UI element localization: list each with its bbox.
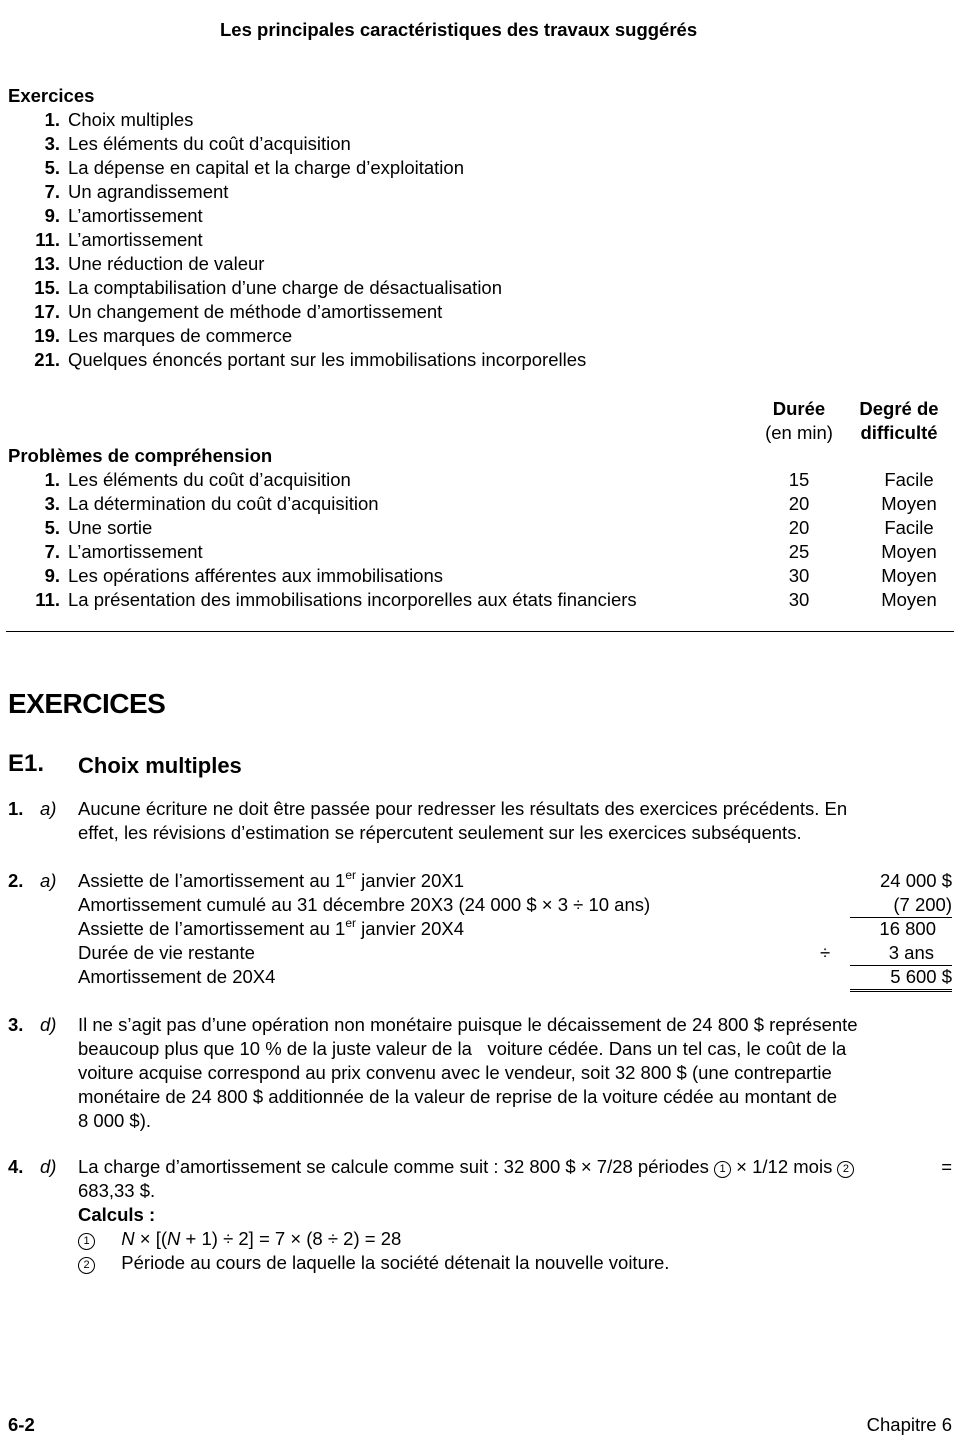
probleme-text: La détermination du coût d’acquisition [68,493,379,514]
q1-number: 1. [8,798,24,819]
probleme-degre: Facile [884,517,934,538]
q2-row2-label: Amortissement cumulé au 31 décembre 20X3 (24 000 $ × 3 ÷ 10 ans) [78,894,651,915]
q4-calc-title: Calculs : [78,1204,156,1225]
circled-two-icon: 2 [837,1161,854,1178]
q2-row3-sup: er [345,916,357,930]
exercice-item [8,300,442,324]
q4-line1-b: × 1/12 mois [736,1156,833,1177]
circled-one-icon: 1 [714,1161,731,1178]
circled-one-icon: 1 [78,1233,95,1250]
probleme-degre: Moyen [881,589,937,610]
probleme-duree: 20 [788,517,810,538]
probleme-text: La présentation des immobilisations incorporelles aux états financiers [68,589,637,610]
exercices-section-title: EXERCICES [8,688,166,719]
q2-row1-sup: er [345,868,357,882]
q2-row3-label-a: Assiette de l’amortissement au 1 [78,918,346,939]
exercice-item-number: 9. [44,205,60,226]
circled-two-icon: 2 [78,1257,95,1274]
q2-row-amort-cumule [78,893,954,917]
q4-line1-equals: = [941,1156,952,1177]
problemes-heading: Problèmes de compréhension [8,445,273,466]
col-degre-line2: difficulté [860,422,938,443]
exercice-item-number: 19. [34,325,60,346]
q2-row3-value: 16 800 [879,918,936,939]
probleme-number: 3. [44,493,60,514]
q4-note1-n2: N [167,1228,181,1249]
probleme-duree: 25 [788,541,810,562]
exercice-item-number: 17. [34,301,60,322]
probleme-duree: 30 [788,589,810,610]
probleme-degre: Moyen [881,493,937,514]
exercice-item-text: Une réduction de valeur [68,253,265,274]
q4-note2-text: Période au cours de laquelle la société détenait la nouvelle voiture. [121,1252,670,1273]
page-header-title: Les principales caractéristiques des travaux suggérés [220,19,698,40]
exercice-item-number: 3. [44,133,60,154]
q2-row5-label: Amortissement de 20X4 [78,966,276,987]
exercice-item [8,276,502,300]
exercice-item [8,228,203,252]
q3-line5: 8 000 $). [78,1110,152,1131]
exercice-item-number: 7. [44,181,60,202]
q1-letter: a) [40,798,57,819]
col-duree-line2: (en min) [765,422,833,443]
q4-note2 [78,1251,669,1275]
probleme-text: Une sortie [68,517,153,538]
exercice-item-number: 13. [34,253,60,274]
q2-row-duree-restante [78,941,954,965]
probleme-text: L’amortissement [68,541,203,562]
probleme-duree: 30 [788,565,810,586]
q3-line3: voiture acquise correspond au prix convenu avec le vendeur, soit 32 800 $ (une contrepartie [78,1062,832,1083]
q2-number: 2. [8,870,24,891]
exercices-heading: Exercices [8,85,95,106]
exercice-item-number: 5. [44,157,60,178]
probleme-text: Les éléments du coût d’acquisition [68,469,351,490]
col-degre-header [844,397,954,445]
exercice-item [8,132,351,156]
q4-note1 [78,1227,401,1251]
q2-row1-label-b: janvier 20X1 [356,870,465,891]
e1-title: Choix multiples [78,753,242,778]
e1-label: E1. [8,750,45,777]
q4-number: 4. [8,1156,24,1177]
probleme-row [8,468,954,492]
probleme-degre: Moyen [881,541,937,562]
probleme-number: 7. [44,541,60,562]
col-duree-line1: Durée [772,398,826,419]
exercice-item-number: 21. [34,349,60,370]
col-degre-line1: Degré de [859,398,939,419]
q4-line2: 683,33 $. [78,1180,156,1201]
q3-line4: monétaire de 24 800 $ additionnée de la valeur de reprise de la voiture cédée au montant de [78,1086,838,1107]
probleme-number: 11. [35,589,60,610]
probleme-duree: 15 [788,469,810,490]
probleme-number: 9. [44,565,60,586]
q4-line1-a: La charge d’amortissement se calcule comme suit : 32 800 $ × 7/28 périodes [78,1156,709,1177]
q4-letter: d) [40,1156,57,1177]
q3-number: 3. [8,1014,24,1035]
exercice-item [8,180,228,204]
probleme-duree: 20 [788,493,810,514]
exercice-item-text: L’amortissement [68,229,203,250]
exercice-item-number: 1. [44,109,60,130]
q4-note1-n1: N [121,1228,135,1249]
probleme-degre: Moyen [881,565,937,586]
probleme-row [8,492,954,516]
q4-note1-b: × [( [134,1228,168,1249]
probleme-number: 5. [44,517,60,538]
q2-row-amort-20x4 [78,965,954,989]
exercice-item [8,324,292,348]
q3-letter: d) [40,1014,57,1035]
exercice-item-text: Un agrandissement [68,181,229,202]
q4-line1 [78,1155,854,1179]
exercice-item-text: L’amortissement [68,205,203,226]
probleme-row [8,588,954,612]
exercice-item [8,252,264,276]
exercice-item-text: Choix multiples [68,109,194,130]
q2-row5-value: 5 600 $ [850,965,952,992]
q2-row-assiette-20x4 [78,917,954,941]
probleme-row [8,540,954,564]
q2-row4-label: Durée de vie restante [78,942,255,963]
q2-row4-operator: ÷ [820,942,831,963]
q3-line1: Il ne s’agit pas d’une opération non monétaire puisque le décaissement de 24 800 $ représente [78,1014,858,1035]
probleme-degre: Facile [884,469,934,490]
q2-letter: a) [40,870,57,891]
probleme-row [8,564,954,588]
q2-row1-value: 24 000 $ [879,870,952,891]
exercice-item-text: La dépense en capital et la charge d’exploitation [68,157,464,178]
exercice-item-text: Les éléments du coût d’acquisition [68,133,351,154]
exercice-item-text: La comptabilisation d’une charge de désactualisation [68,277,503,298]
q3-line2: beaucoup plus que 10 % de la juste valeur de la voiture cédée. Dans un tel cas, le coût de la [78,1038,847,1059]
probleme-number: 1. [44,469,60,490]
exercice-item-text: Quelques énoncés portant sur les immobilisations incorporelles [68,349,587,370]
exercice-item [8,108,193,132]
q2-row2-value: (7 200) [850,893,952,918]
exercice-item [8,156,464,180]
q2-row1-label-a: Assiette de l’amortissement au 1 [78,870,346,891]
footer-page-number: 6-2 [8,1414,35,1435]
exercice-item-number: 15. [34,277,60,298]
q2-row4-value: 3 ans [850,941,952,966]
q1-line1: Aucune écriture ne doit être passée pour redresser les résultats des exercices précédents. En [78,798,848,819]
section-divider [6,631,954,632]
exercice-item [8,204,203,228]
q4-note1-d: + 1) ÷ 2] = 7 × (8 ÷ 2) = 28 [180,1228,402,1249]
footer-chapter: Chapitre 6 [866,1414,952,1435]
probleme-row [8,516,954,540]
exercice-item-text: Les marques de commerce [68,325,293,346]
probleme-text: Les opérations afférentes aux immobilisations [68,565,444,586]
exercice-item-text: Un changement de méthode d’amortissement [68,301,443,322]
col-duree-header [754,397,844,445]
exercice-item [8,348,586,372]
q1-line2: effet, les révisions d’estimation se répercutent seulement sur les exercices subséquents. [78,822,802,843]
exercice-item-number: 11. [35,229,60,250]
q2-row3-label-b: janvier 20X4 [356,918,465,939]
q2-row-assiette-20x1 [78,869,954,893]
